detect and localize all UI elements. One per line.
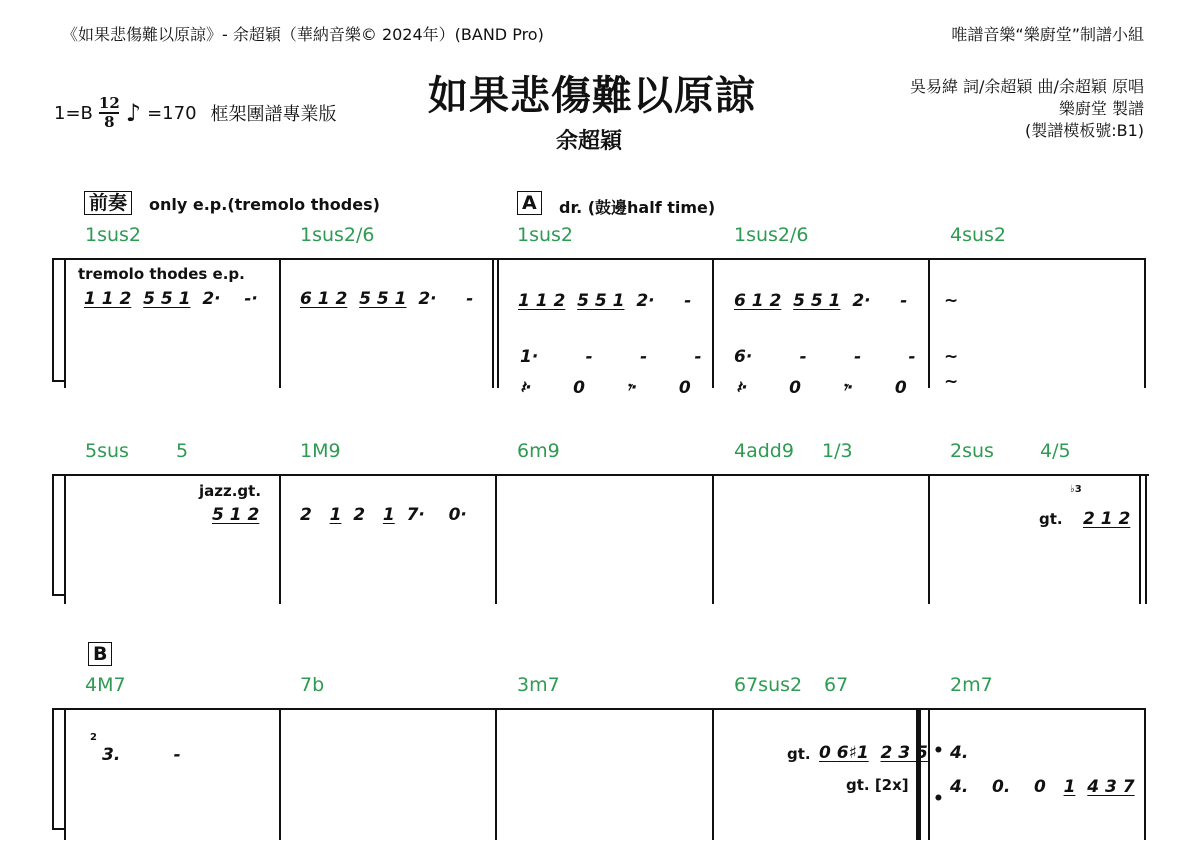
measure-notes: 4. 0. 0 1 4 3 7	[950, 777, 1135, 797]
tempo: =170	[147, 102, 197, 124]
measure-notes: 1 1 2 5 5 1 2· -	[518, 291, 692, 311]
song-artist: 余超穎	[556, 129, 623, 154]
barline	[928, 474, 930, 604]
measure-notes: 1 1 2 5 5 1 2· -·	[84, 289, 258, 309]
double-barline	[492, 258, 494, 388]
staff-top-line	[52, 474, 1149, 476]
chord: 1sus2	[517, 224, 574, 246]
chord: 1M9	[300, 440, 341, 462]
chord: 67	[824, 674, 849, 696]
chord: 1/3	[822, 440, 853, 462]
chord: 2m7	[950, 674, 993, 696]
song-title: 如果悲傷難以原諒	[428, 73, 756, 119]
chord: 3m7	[517, 674, 560, 696]
chord: 1sus2/6	[300, 224, 375, 246]
chord: 1sus2/6	[734, 224, 809, 246]
measure-notes: 5 1 2	[212, 505, 260, 525]
measure-notes: 6 1 2 5 5 1 2· -	[734, 291, 908, 311]
time-signature	[99, 96, 120, 130]
section-b-box: B	[88, 642, 112, 666]
system-bracket	[52, 474, 54, 596]
barline	[64, 474, 66, 604]
barline	[279, 708, 281, 840]
section-intro-box: 前奏	[84, 191, 132, 215]
barline	[495, 708, 497, 840]
section-a-note: dr. (鼓邊half time)	[559, 198, 716, 217]
credit-lyrics-music: 吳易緯 詞/余超穎 曲/余超穎 原唱	[909, 77, 1144, 96]
chord: 5sus	[85, 440, 129, 462]
barline	[64, 708, 66, 840]
tilde-mark: ~	[944, 347, 959, 367]
chord: 1sus2	[85, 224, 142, 246]
bracket-foot	[52, 380, 64, 382]
grace-note: ♭3	[1070, 484, 1082, 495]
drum-line: 𝄽· 0 𝄾· 0	[736, 378, 907, 398]
system-bracket	[52, 258, 54, 382]
repeat-dot: •	[933, 789, 944, 809]
eighth-note-icon: ♪	[125, 99, 142, 127]
measure-notes: 2 1 2 1 7· 0·	[300, 505, 467, 525]
tilde-mark: ~	[944, 372, 959, 392]
chord: 67sus2	[734, 674, 803, 696]
chord: 4add9	[734, 440, 794, 462]
header-right: 唯譜音樂“樂廚堂”制譜小組	[951, 25, 1144, 44]
time-bottom: 8	[104, 113, 115, 131]
double-barline	[1139, 474, 1141, 604]
barline	[928, 258, 930, 388]
measure-notes: 2 1 2	[1083, 509, 1131, 529]
barline	[495, 474, 497, 604]
chord: 7b	[300, 674, 325, 696]
key-signature-line	[54, 96, 337, 130]
barline	[1144, 258, 1146, 388]
chord: 4M7	[85, 674, 126, 696]
barline	[279, 258, 281, 388]
barline	[1144, 708, 1146, 840]
chord: 5	[176, 440, 189, 462]
barline	[279, 474, 281, 604]
credit-arranger: 樂廚堂 製譜	[1058, 99, 1144, 118]
chord: 2sus	[950, 440, 994, 462]
tilde-mark: ~	[944, 291, 959, 311]
key: 1=B	[54, 102, 93, 124]
measure-notes: 0 6♯1 2 3 5	[819, 743, 928, 763]
chord: 4sus2	[950, 224, 1007, 246]
measure-notes: 3. -	[102, 745, 181, 765]
staff-top-line	[52, 258, 1145, 260]
drum-line: 𝄽· 0 𝄾· 0	[520, 378, 691, 398]
repeat-dot: •	[933, 741, 944, 761]
time-top: 12	[98, 94, 120, 112]
chord: 4/5	[1040, 440, 1071, 462]
repeat-start-thin	[928, 708, 930, 840]
barline	[712, 708, 714, 840]
grace-note: 2	[90, 732, 97, 743]
barline	[712, 258, 714, 388]
header-left: 《如果悲傷難以原諒》- 余超穎（華納音樂© 2024年）(BAND Pro)	[62, 25, 544, 44]
repeat-start-thick	[916, 708, 921, 840]
bass-line: 1· - - -	[520, 347, 702, 367]
measure-notes: 4.	[950, 743, 969, 763]
barline	[712, 474, 714, 604]
bracket-foot	[52, 828, 64, 830]
double-barline	[497, 258, 499, 388]
bracket-foot	[52, 594, 64, 596]
edition: 框架團譜專業版	[210, 104, 337, 125]
section-a-box: A	[517, 191, 542, 215]
intro-note: only e.p.(tremolo thodes)	[149, 195, 380, 214]
instrument-label: gt.	[787, 745, 811, 763]
instrument-label: jazz.gt.	[199, 482, 262, 500]
staff-top-line	[52, 708, 1145, 710]
chord: 6m9	[517, 440, 560, 462]
instrument-label: tremolo thodes e.p.	[78, 265, 245, 283]
system-bracket	[52, 708, 54, 830]
bass-line: 6· - - -	[734, 347, 916, 367]
instrument-label: gt.	[1039, 510, 1063, 528]
instrument-label: gt. [2x]	[846, 776, 909, 794]
credit-template: (製譜模板號:B1)	[1024, 121, 1144, 140]
double-barline	[1145, 474, 1147, 604]
barline	[64, 258, 66, 388]
measure-notes: 6 1 2 5 5 1 2· -	[300, 289, 474, 309]
